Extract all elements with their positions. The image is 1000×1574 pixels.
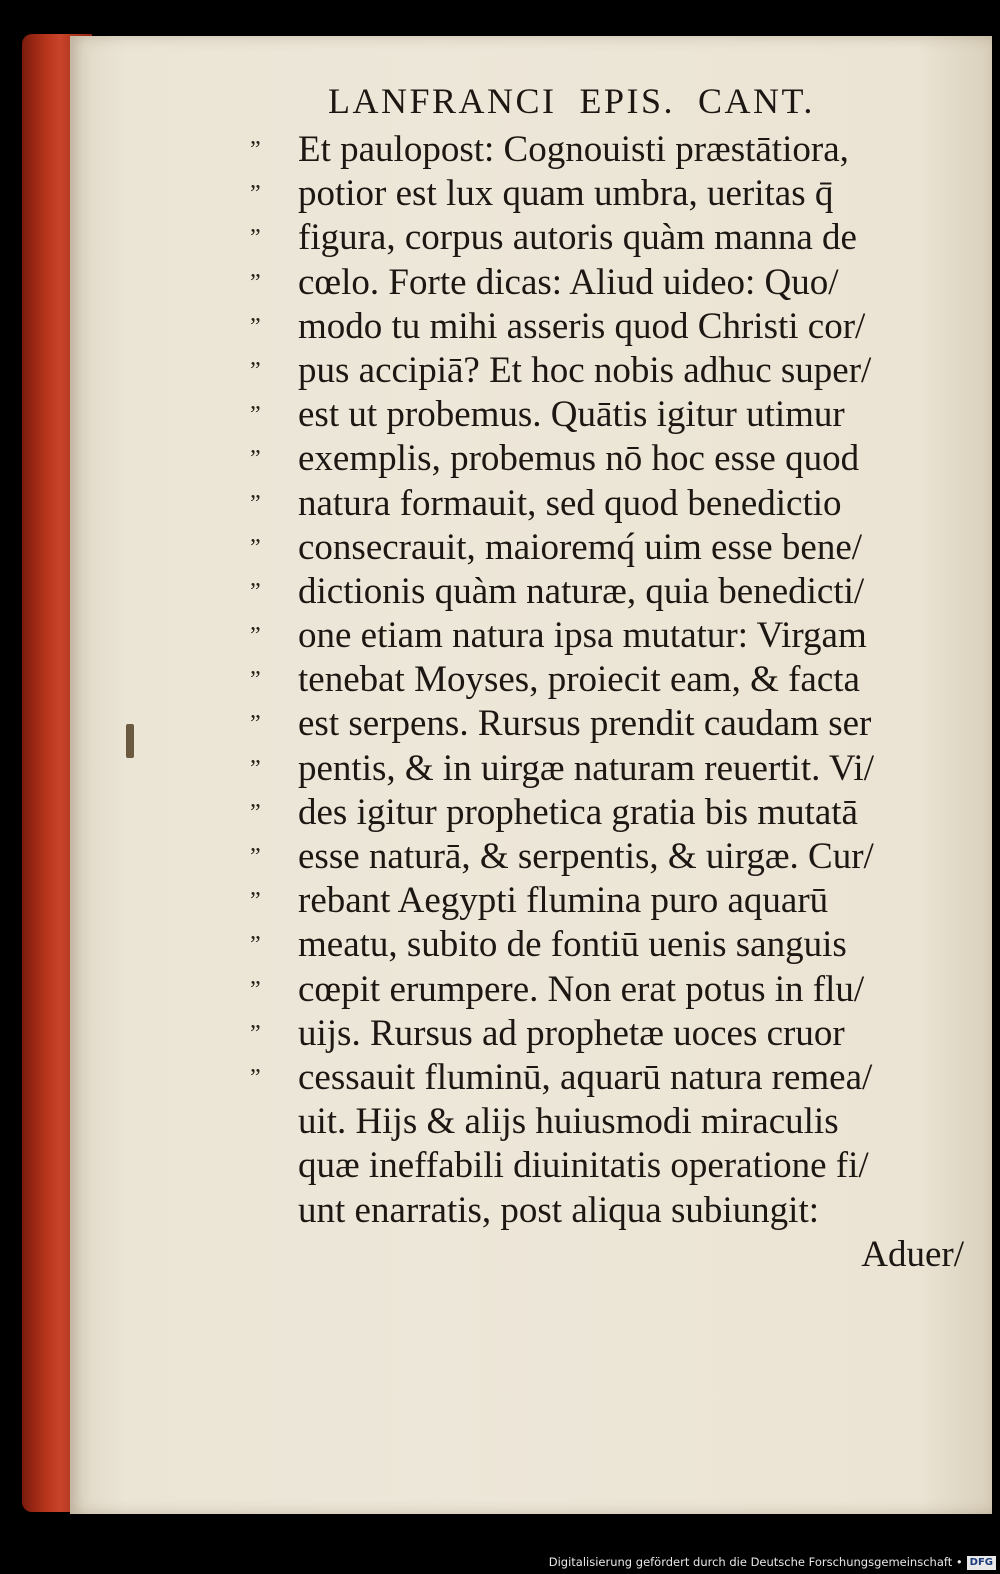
- line-text: Aduer/: [861, 1233, 964, 1275]
- line-text: cœlo. Forte dicas: Aliud uideo: Quo/: [298, 261, 839, 303]
- quotation-marker: ”: [250, 888, 261, 915]
- quotation-marker: ”: [250, 1064, 261, 1091]
- quotation-marker: ”: [250, 976, 261, 1003]
- quotation-marker: ”: [250, 357, 261, 384]
- page-content: [70, 36, 992, 1514]
- text-line: [250, 1189, 970, 1233]
- line-text: exemplis, probemus nō hoc esse quod: [298, 438, 860, 480]
- line-text: natura formauit, sed quod benedictio: [298, 482, 842, 524]
- book-page: [70, 36, 992, 1514]
- text-line: [250, 526, 970, 570]
- line-text: meatu, subito de fontiū uenis sanguis: [298, 924, 847, 966]
- text-line: [250, 968, 970, 1012]
- line-text: consecrauit, maioremq́ uim esse bene/: [298, 526, 863, 568]
- quotation-marker: ”: [250, 446, 261, 473]
- line-text: pentis, & in uirgæ naturam reuertit. Vi/: [298, 747, 874, 789]
- text-line: [250, 1144, 970, 1188]
- text-line: [250, 570, 970, 614]
- text-line: [250, 702, 970, 746]
- text-block: [250, 128, 970, 1277]
- footer-credit: [549, 1554, 996, 1570]
- text-line: [250, 128, 970, 172]
- line-text: des igitur prophetica gratia bis mutatā: [298, 791, 858, 833]
- text-line: [250, 437, 970, 481]
- text-line: [250, 172, 970, 216]
- line-text: est serpens. Rursus prendit caudam ser: [298, 703, 872, 745]
- quotation-marker: ”: [250, 667, 261, 694]
- quotation-marker: ”: [250, 578, 261, 605]
- line-text: uijs. Rursus ad prophetæ uoces cruor: [298, 1012, 845, 1054]
- quotation-marker: ”: [250, 313, 261, 340]
- text-line: [250, 216, 970, 260]
- quotation-marker: ”: [250, 755, 261, 782]
- text-line: [250, 1012, 970, 1056]
- line-text: dictionis quàm naturæ, quia benedicti/: [298, 570, 865, 612]
- running-head: LANFRANCI EPIS. CANT.: [328, 81, 815, 121]
- quotation-marker: ”: [250, 844, 261, 870]
- line-text: unt enarratis, post aliqua subiungit:: [298, 1189, 819, 1231]
- text-line: [250, 1056, 970, 1100]
- quotation-marker: ”: [250, 1020, 261, 1047]
- line-text: tenebat Moyses, proiecit eam, & facta: [298, 659, 860, 701]
- quotation-marker: ”: [250, 932, 261, 959]
- text-line: [250, 879, 970, 923]
- quotation-marker: ”: [250, 490, 261, 517]
- quotation-marker: ”: [250, 269, 261, 296]
- text-line: [250, 1233, 970, 1277]
- text-line: [250, 305, 970, 349]
- quotation-marker: ”: [250, 534, 261, 561]
- line-text: one etiam natura ipsa mutatur: Virgam: [298, 615, 867, 657]
- quotation-marker: ”: [250, 225, 261, 252]
- quotation-marker: ”: [250, 623, 261, 650]
- text-line: [250, 482, 970, 526]
- line-text: cœpit erumpere. Non erat potus in flu/: [298, 968, 865, 1010]
- text-line: [250, 1100, 970, 1144]
- text-line: [250, 614, 970, 658]
- quotation-marker: ”: [250, 181, 261, 208]
- text-line: [250, 393, 970, 437]
- line-text: Et paulopost: Cognouisti præstātiora,: [298, 129, 849, 170]
- line-text: potior est lux quam umbra, ueritas q̄: [298, 173, 834, 215]
- quotation-marker: ”: [250, 402, 261, 429]
- line-text: est ut probemus. Quātis igitur utimur: [298, 394, 845, 436]
- text-line: [250, 835, 970, 879]
- line-text: rebant Aegypti flumina puro aquarū: [298, 880, 829, 922]
- text-line: [250, 747, 970, 791]
- line-text: pus accipiā? Et hoc nobis adhuc super/: [298, 349, 872, 391]
- page-tab-mark: [126, 724, 134, 758]
- quotation-marker: ”: [250, 137, 261, 163]
- text-line: [250, 923, 970, 967]
- text-line: [250, 791, 970, 835]
- line-text: figura, corpus autoris quàm manna de: [298, 217, 857, 259]
- line-text: esse naturā, & serpentis, & uirgæ. Cur/: [298, 836, 874, 877]
- line-text: uit. Hijs & alijs huiusmodi miraculis: [298, 1101, 839, 1143]
- line-text: modo tu mihi asseris quod Christi cor/: [298, 305, 866, 347]
- dfg-logo: DFG: [967, 1556, 996, 1570]
- footer-text: Digitalisierung gefördert durch die Deutsche Forschungsgemeinschaft •: [548, 1555, 963, 1569]
- text-line: [250, 349, 970, 393]
- text-line: [250, 261, 970, 305]
- quotation-marker: ”: [250, 799, 261, 826]
- text-line: [250, 658, 970, 702]
- quotation-marker: ”: [250, 711, 261, 738]
- line-text: cessauit fluminū, aquarū natura remea/: [298, 1056, 873, 1098]
- line-text: quæ ineffabili diuinitatis operatione fi/: [298, 1145, 869, 1187]
